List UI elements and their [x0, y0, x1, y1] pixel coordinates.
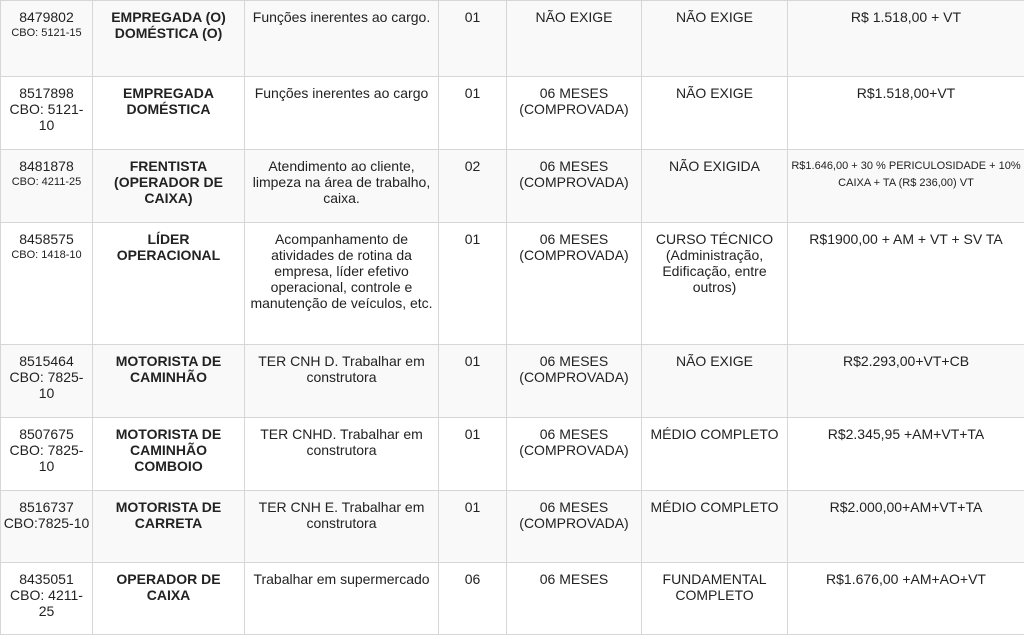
education-cell: NÃO EXIGE [642, 1, 788, 77]
vacancy-code: 8458575 [19, 231, 74, 247]
job-title-cell: EMPREGADA (O) DOMÉSTICA (O) [93, 1, 245, 77]
vacancy-code-cell [1, 150, 93, 223]
education-cell: MÉDIO COMPLETO [642, 418, 788, 491]
cbo-code: CBO: 5121-10 [9, 101, 84, 133]
job-description-cell: TER CNH E. Trabalhar em construtora [245, 491, 439, 563]
table-row [1, 418, 1024, 491]
cbo-code: CBO: 5121-15 [11, 27, 82, 39]
vacancies-count-cell: 01 [439, 1, 507, 77]
job-title-cell: LÍDER OPERACIONAL [93, 223, 245, 345]
vacancy-code-cell [1, 418, 93, 491]
vacancies-count-cell: 02 [439, 150, 507, 223]
table-row [1, 1, 1024, 77]
table-row [1, 77, 1024, 150]
vacancy-code-cell [1, 77, 93, 150]
job-title-cell: FRENTISTA (OPERADOR DE CAIXA) [93, 150, 245, 223]
salary-cell: R$2.345,95 +AM+VT+TA [788, 418, 1024, 491]
table-row [1, 491, 1024, 563]
vacancy-code-cell [1, 491, 93, 563]
education-cell: MÉDIO COMPLETO [642, 491, 788, 563]
vacancies-count-cell: 06 [439, 563, 507, 635]
experience-cell: 06 MESES [507, 563, 642, 635]
vacancies-count-cell: 01 [439, 418, 507, 491]
table-row [1, 345, 1024, 418]
job-description-cell: TER CNHD. Trabalhar em construtora [245, 418, 439, 491]
vacancies-count-cell: 01 [439, 77, 507, 150]
cbo-code: CBO: 4211-25 [10, 587, 83, 619]
vacancies-count-cell: 01 [439, 345, 507, 418]
experience-cell: 06 MESES (COMPROVADA) [507, 77, 642, 150]
education-cell: CURSO TÉCNICO (Administração, Edificação, entre outros) [642, 223, 788, 345]
experience-cell: NÃO EXIGE [507, 1, 642, 77]
salary-cell: R$1900,00 + AM + VT + SV TA [788, 223, 1024, 345]
vacancy-code-cell [1, 1, 93, 77]
vacancy-code: 8479802 [19, 9, 74, 25]
job-description-cell: Funções inerentes ao cargo. [245, 1, 439, 77]
education-cell: NÃO EXIGE [642, 77, 788, 150]
experience-cell: 06 MESES (COMPROVADA) [507, 150, 642, 223]
vacancy-code: 8481878 [19, 158, 74, 174]
salary-cell: R$2.293,00+VT+CB [788, 345, 1024, 418]
table-row [1, 223, 1024, 345]
vacancy-code: 8435051 [19, 571, 74, 587]
job-title-cell: OPERADOR DE CAIXA [93, 563, 245, 635]
vacancy-code-cell [1, 345, 93, 418]
vacancies-count-cell: 01 [439, 223, 507, 345]
education-cell: NÃO EXIGE [642, 345, 788, 418]
job-description-cell: Atendimento ao cliente, limpeza na área de trabalho, caixa. [245, 150, 439, 223]
job-description-cell: TER CNH D. Trabalhar em construtora [245, 345, 439, 418]
cbo-code: CBO: 4211-25 [11, 176, 82, 188]
vacancy-code-cell [1, 563, 93, 635]
experience-cell: 06 MESES (COMPROVADA) [507, 223, 642, 345]
salary-cell: R$ 1.518,00 + VT [788, 1, 1024, 77]
vacancy-code-cell [1, 223, 93, 345]
education-cell: NÃO EXIGIDA [642, 150, 788, 223]
cbo-code: CBO: 1418-10 [11, 249, 82, 261]
salary-cell: R$1.518,00+VT [788, 77, 1024, 150]
table-body [1, 1, 1024, 635]
salary-cell: R$1.676,00 +AM+AO+VT [788, 563, 1024, 635]
experience-cell: 06 MESES (COMPROVADA) [507, 491, 642, 563]
vacancy-code: 8507675 [19, 426, 74, 442]
job-description-cell: Funções inerentes ao cargo [245, 77, 439, 150]
experience-cell: 06 MESES (COMPROVADA) [507, 345, 642, 418]
vacancies-count-cell: 01 [439, 491, 507, 563]
education-cell: FUNDAMENTAL COMPLETO [642, 563, 788, 635]
vacancy-code: 8515464 [19, 353, 74, 369]
job-description-cell: Acompanhamento de atividades de rotina da empresa, líder efetivo operacional, controle e manutenção de veículos, etc. [245, 223, 439, 345]
experience-cell: 06 MESES (COMPROVADA) [507, 418, 642, 491]
table-row [1, 150, 1024, 223]
cbo-code: CBO:7825-10 [3, 515, 90, 531]
salary-cell: R$2.000,00+AM+VT+TA [788, 491, 1024, 563]
job-description-cell: Trabalhar em supermercado [245, 563, 439, 635]
salary-cell: R$1.646,00 + 30 % PERICULOSIDADE + 10% CAIXA + TA (R$ 236,00) VT [788, 150, 1024, 223]
job-title-cell: MOTORISTA DE CAMINHÃO [93, 345, 245, 418]
job-title-cell: MOTORISTA DE CARRETA [93, 491, 245, 563]
table-row [1, 563, 1024, 635]
job-title-cell: EMPREGADA DOMÉSTICA [93, 77, 245, 150]
cbo-code: CBO: 7825-10 [9, 442, 84, 474]
cbo-code: CBO: 7825-10 [9, 369, 84, 401]
job-title-cell: MOTORISTA DE CAMINHÃO COMBOIO [93, 418, 245, 491]
vacancy-code: 8517898 [19, 85, 74, 101]
vacancy-code: 8516737 [19, 499, 74, 515]
